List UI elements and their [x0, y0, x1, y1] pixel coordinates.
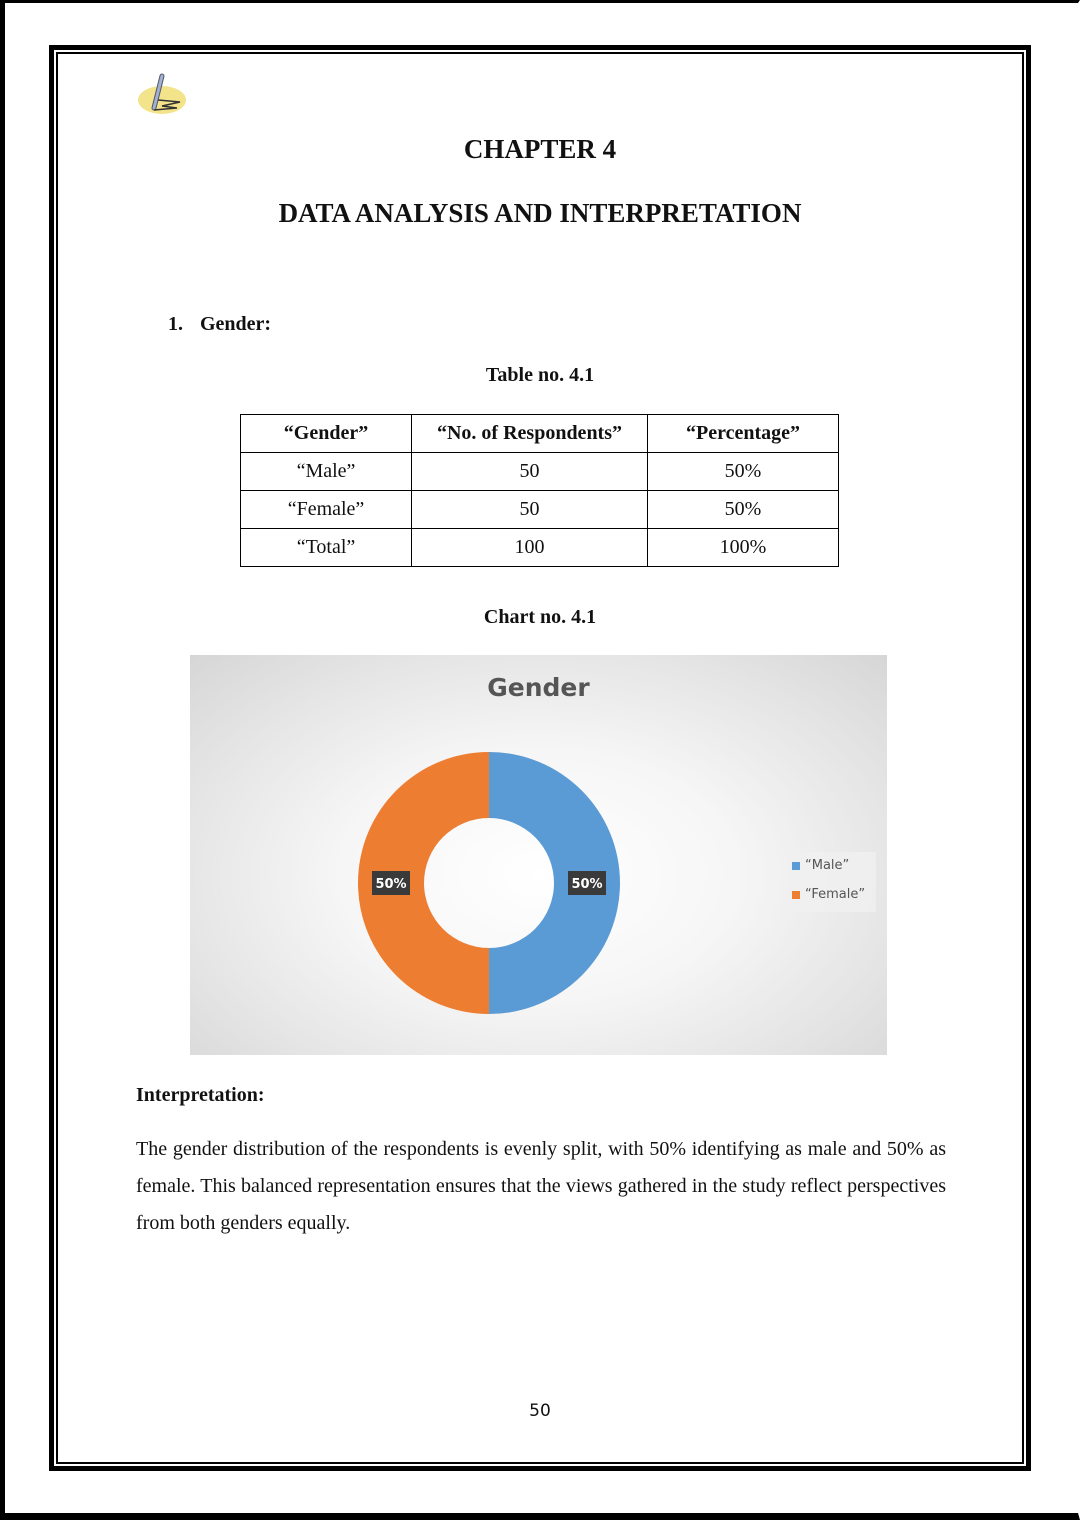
header-gender: “Gender”	[241, 415, 412, 453]
data-label-male	[568, 871, 606, 895]
cell-percentage: 50%	[648, 453, 839, 491]
section-number: 1.	[168, 313, 183, 335]
data-label-text: 50%	[375, 877, 407, 892]
table-row	[241, 529, 839, 567]
section-heading	[168, 313, 271, 336]
table-row	[241, 491, 839, 529]
legend-swatch-male	[792, 862, 800, 870]
chart-caption: Chart no. 4.1	[483, 606, 597, 628]
interpretation-heading: Interpretation:	[136, 1084, 265, 1106]
data-label-female	[372, 871, 410, 895]
table-row	[241, 453, 839, 491]
legend-swatch-female	[792, 891, 800, 899]
chapter-title: DATA ANALYSIS AND INTERPRETATION	[278, 198, 802, 228]
table-caption: Table no. 4.1	[485, 364, 595, 386]
legend-label-female: “Female”	[805, 887, 866, 902]
gender-chart	[190, 655, 887, 1055]
cell-gender: “Total”	[241, 529, 412, 567]
cell-gender: “Female”	[241, 491, 412, 529]
legend-item-male	[792, 858, 849, 873]
cell-respondents: 50	[412, 453, 648, 491]
cell-percentage: 100%	[648, 529, 839, 567]
chart-legend	[788, 852, 876, 912]
table-header-row	[241, 415, 839, 453]
cell-respondents: 100	[412, 529, 648, 567]
interpretation-body: The gender distribution of the respondents is evenly split, with 50% identifying as male and 50% as female. This balanced representation ensures that the views gathered in the study reflect perspectives from both genders equally.	[136, 1138, 946, 1234]
gender-table	[240, 414, 839, 567]
cell-gender: “Male”	[241, 453, 412, 491]
chapter-heading: CHAPTER 4	[463, 134, 617, 164]
data-label-text: 50%	[571, 877, 603, 892]
header-respondents: “No. of Respondents”	[412, 415, 648, 453]
chart-title: Gender	[487, 673, 590, 702]
legend-item-female	[792, 887, 865, 902]
legend-label-male: “Male”	[805, 858, 850, 873]
page-number: 50	[529, 1401, 551, 1421]
cell-respondents: 50	[412, 491, 648, 529]
doughnut-chart	[190, 655, 887, 1055]
section-label: Gender:	[200, 313, 272, 335]
header-percentage: “Percentage”	[648, 415, 839, 453]
cell-percentage: 50%	[648, 491, 839, 529]
pen-signature-icon	[132, 70, 192, 120]
